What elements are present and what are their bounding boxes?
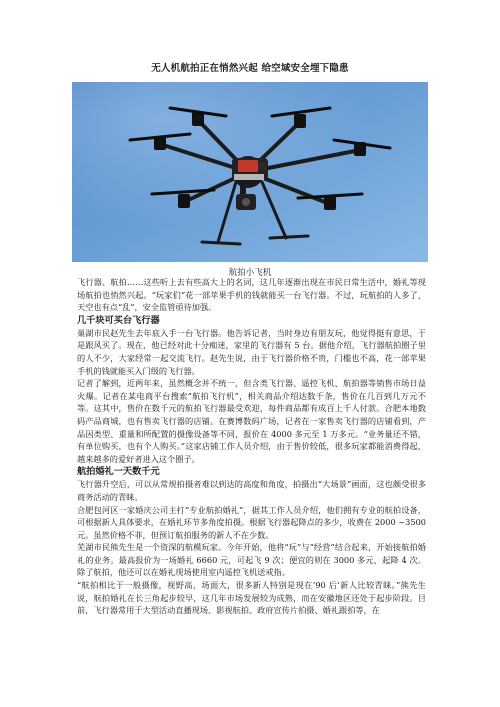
drone-photo-image (72, 82, 428, 262)
body-paragraph: 芜湖市民熊先生是一个资深的航模玩家。今年开始，他将“玩”与“经营”结合起来，开始接航拍婚礼的业务。最高报价为一场婚礼 6660 元，可起飞 9 次；便宜的则在 3000 多元，起降 4 次。除了航拍，他还可以在婚礼现场使用室内遥控飞机送戒指。 (77, 542, 426, 578)
photo-caption: 航拍小飞机 (228, 268, 272, 278)
body-paragraph: 巢湖市民赵先生去年底入手一台飞行器。他告诉记者，当时身边有朋友玩，他觉得挺有意思，于是跟风买了。现在，他已经对此十分痴迷，家里的飞行器有 5 台。据他介绍，飞行器航拍圈子里的人不少，大家经常一起交流飞行。赵先生说，由于飞行器价格不贵，门槛也不高，花一部苹果手机的钱就能买入门级的飞行器。 (77, 327, 426, 376)
body-paragraph: “航拍相比于一般摄像，视野高，场面大，很多新人特别是现在‘90 后’新人比较青睐。”熊先生说，航拍婚礼在长三角起步较早，这几年市场发展较为成熟，而在安徽地区还处于起步阶段。目前，飞行器常用于大型活动直播现场、影视航拍、政府宣传片拍摄、婚礼跟拍等，在 (77, 580, 426, 616)
body-paragraph: 记者了解到，近两年来，虽然概念并不统一，但含类飞行器、遥控飞机、航拍器等销售市场日益火爆。记者在某电商平台搜索“航拍飞行机”，相关商品介绍达数千条，售价在几百到几万元不等。这其中，售价在数千元的航拍飞行器最受欢迎，每件商品都有成百上千人付款。合肥本地数码产品商城，也有售卖飞行器的店铺。在赛博数码广场，记者在一家售卖飞行器的店铺看到，产品因类型、重量和所配置的摄像设备等不同，报价在 4000 多元至 1 万多元。“业务量还不错，有单位购买，也有个人购买。”这家店铺工作人员介绍，由于售价较低，很多玩家都能消费得起，越来越多的爱好者进入这个圈子。 (77, 378, 426, 464)
article-body (77, 276, 426, 617)
intro-paragraph: 飞行器、航拍……这些听上去有些高大上的名词，这几年逐渐出现在市民日常生活中，婚礼等现场航拍也悄然兴起。“玩家们”花一部苹果手机的钱就能买一台飞行器。不过，玩航拍的人多了，天空也有点“乱”，安全监管亟待加强。 (77, 277, 426, 313)
drone-photo (72, 82, 428, 262)
body-paragraph: 飞行器升空后，可以从常规拍摄者难以到达的高度和角度，拍摄出“大场景”画面，这也颇受很多商务活动的青睐。 (77, 479, 426, 502)
article-title: 无人机航拍正在悄然兴起 给空域安全埋下隐患 (151, 63, 349, 74)
section-heading: 航拍婚礼一天数千元 (77, 466, 160, 478)
body-paragraph: 合肥包河区一家婚庆公司主打“专业航拍婚礼”，据其工作人员介绍，他们拥有专业的航拍设备，可根据新人具体要求，在婚礼环节多角度拍摄。根据飞行器起降点的多少，收费在 2000 ~3500 元。虽然价格不菲，但预订航拍服务的新人不在少数。 (77, 504, 426, 540)
section-heading: 几千块可买台飞行器 (77, 314, 160, 326)
